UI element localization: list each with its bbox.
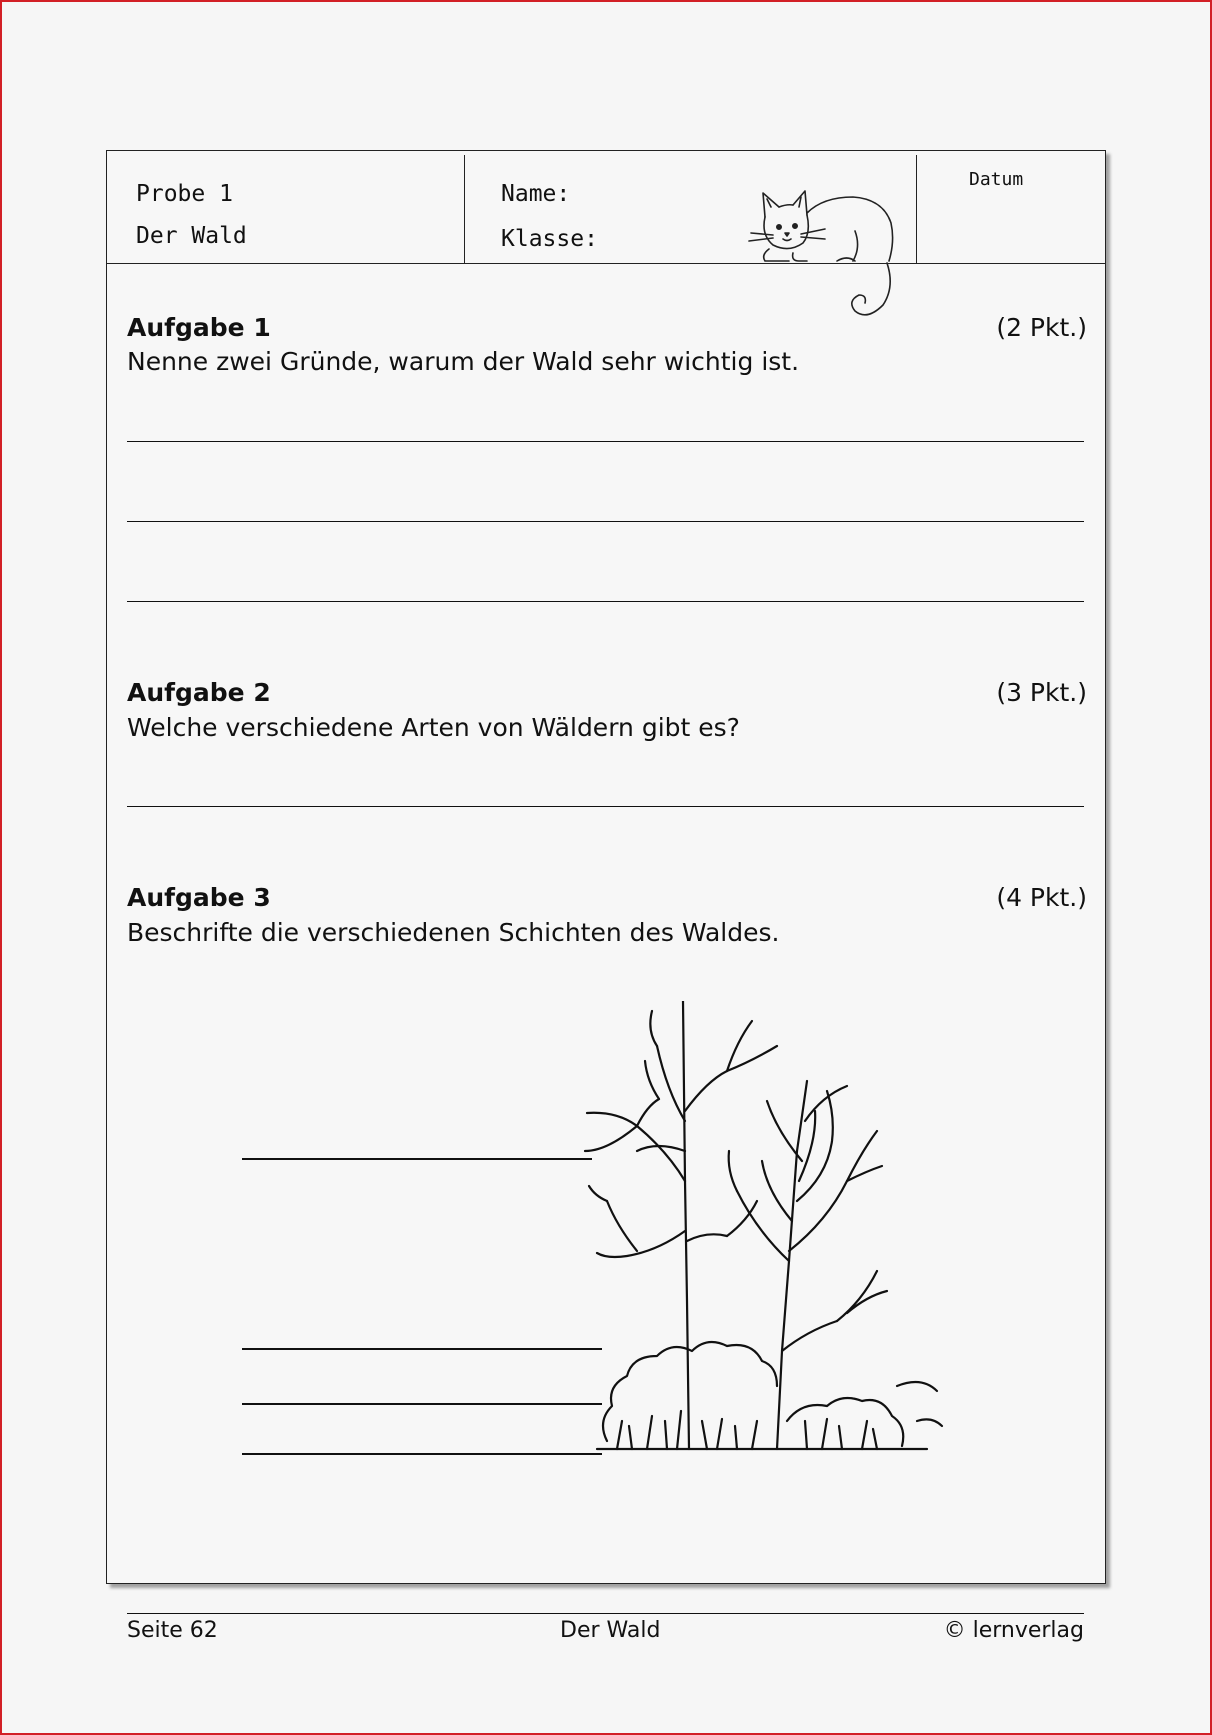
layer-label-line[interactable] — [242, 1403, 602, 1405]
layer-label-line[interactable] — [242, 1453, 602, 1455]
task3-question: Beschrifte die verschiedenen Schichten des Waldes. — [127, 918, 780, 947]
footer-rule — [127, 1613, 1084, 1614]
forest-layers-illustration — [577, 1001, 947, 1471]
worksheet-header — [107, 151, 1105, 264]
answer-line[interactable] — [127, 806, 1084, 807]
task3-title: Aufgabe 3 — [127, 883, 271, 912]
task3-points: (4 Pkt.) — [996, 883, 1087, 912]
footer-page: Seite 62 — [127, 1618, 218, 1643]
topic-label: Der Wald — [136, 223, 247, 249]
date-field-label: Datum — [969, 169, 1024, 190]
task2-title: Aufgabe 2 — [127, 678, 271, 707]
task2-points: (3 Pkt.) — [996, 678, 1087, 707]
class-field-label: Klasse: — [501, 226, 598, 252]
answer-line[interactable] — [127, 601, 1084, 602]
cat-illustration — [743, 177, 943, 327]
layer-label-line[interactable] — [242, 1348, 602, 1350]
header-divider — [464, 155, 465, 263]
task1-points: (2 Pkt.) — [996, 313, 1087, 342]
answer-line[interactable] — [127, 521, 1084, 522]
task2-question: Welche verschiedene Arten von Wäldern gibt es? — [127, 713, 740, 742]
probe-label: Probe 1 — [136, 181, 233, 207]
footer-copyright: © lernverlag — [943, 1618, 1084, 1643]
task1-question: Nenne zwei Gründe, warum der Wald sehr wichtig ist. — [127, 347, 800, 376]
worksheet — [106, 150, 1106, 1584]
name-field-label: Name: — [501, 181, 571, 207]
task1-title: Aufgabe 1 — [127, 313, 271, 342]
answer-line[interactable] — [127, 441, 1084, 442]
footer-title: Der Wald — [560, 1618, 661, 1643]
layer-label-line[interactable] — [242, 1158, 592, 1160]
